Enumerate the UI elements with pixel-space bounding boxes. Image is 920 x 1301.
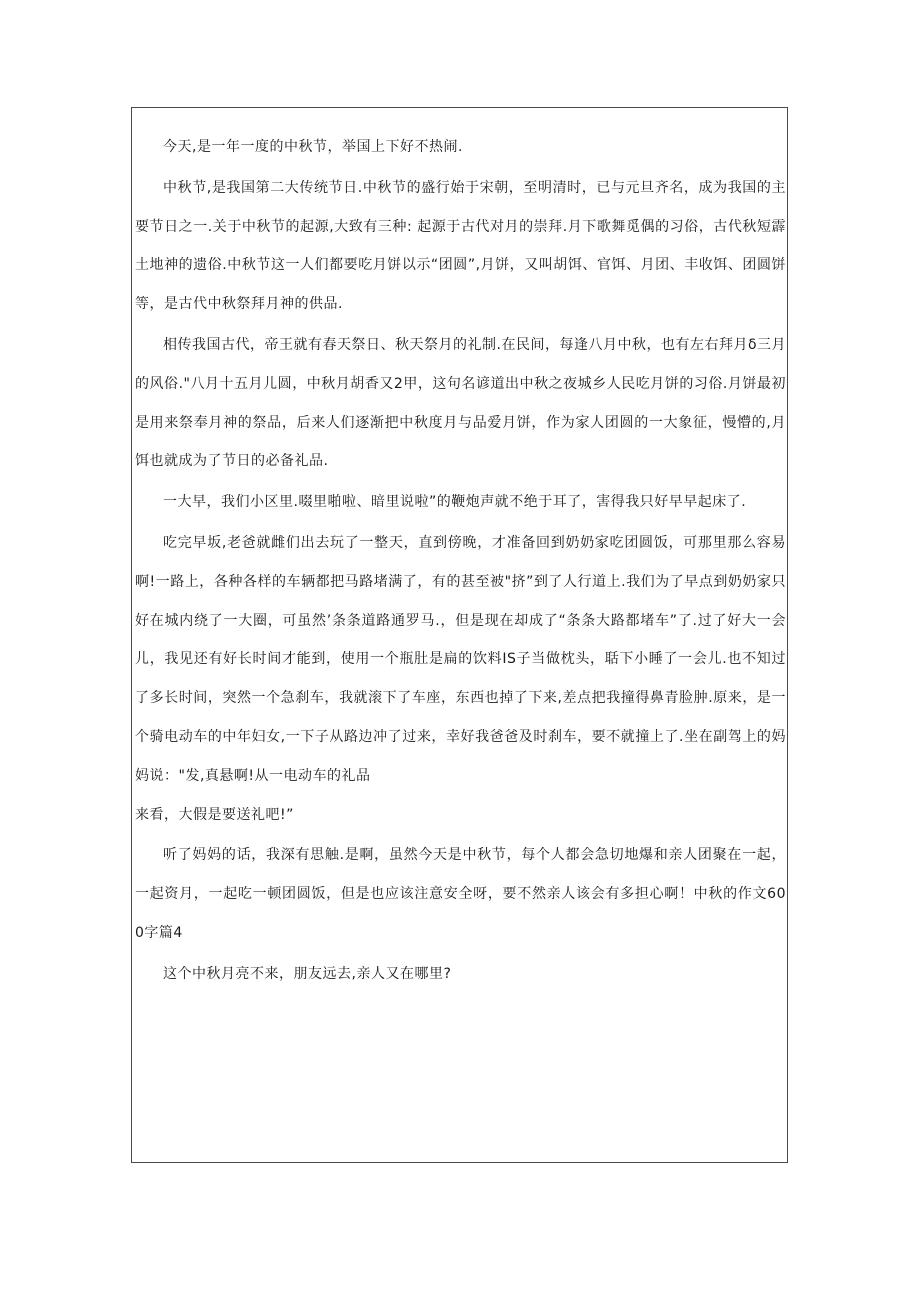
paragraph-2: 中秋节,是我国第二大传统节日.中秋节的盛行始于宋朝，至明清时，已与元旦齐名，成为我国的主要节日之一.关于中秋节的起源,大致有三种: 起源于古代对月的崇拜.月下歌舞觅偶的习俗，古代秋短霹土地神的遗俗.中秋节这一人们都要吃月饼以示“团圆”,月饼，又叫胡饵、官饵、月团、丰收饵、团圆饼等，是古代中秋祭拜月神的供品. bbox=[135, 179, 786, 313]
document-frame bbox=[131, 107, 788, 1163]
paragraph-4: 一大早，我们小区里.啜里啪啦、暗里说啦”的鞭炮声就不绝于耳了，害得我只好早早起床了. bbox=[163, 494, 747, 511]
paragraph-6: 来看，大假是要送礼吧!” bbox=[135, 806, 294, 823]
paragraph-1: 今天,是一年一度的中秋节，举国上下好不热闹. bbox=[163, 139, 463, 155]
paragraph-7: 听了妈妈的话，我深有思触.是啊，虽然今天是中秋节，每个人都会急切地爆和亲人团聚在一起，一起资月，一起吃一顿团圆饭，但是也应该注意安全呀，要不然亲人该会有多担心啊！中秋的作文600字篇4 bbox=[135, 847, 786, 941]
paragraph-3: 相传我国古代，帝王就有春天祭日、秋天祭月的礼制.在民间，每逢八月中秋，也有左右拜月δ三月的风俗."八月十五月儿圆，中秋月胡香又2甲，这句名谚道出中秋之夜城乡人民吃月饼的习俗.月饼最初是用来祭奉月神的祭品，后来人们逐渐把中秋度月与品爱月饼，作为家人团圆的一大象征，慢懵的,月饵也就成为了节日的必备礼品. bbox=[135, 336, 787, 470]
paragraph-8: 这个中秋月亮不来，朋友远去,亲人又在哪里? bbox=[163, 965, 452, 982]
paragraph-5: 吃完早坂,老爸就雌们出去玩了一整天，直到傍晚，才准备回到奶奶家吃团圆饭，可那里那么容易啊!一路上，各种各样的车辆都把马路堵满了，有的甚至被"挤”到了人行道上.我们为了早点到奶奶家只好在城内绕了一大圈，可虽然’条条道路通罗马.，但是现在却成了“条条大路都堵车”了.过了好大一会儿，我见还有好长时间才能到，使用一个瓶肚是扁的饮料IS子当做枕头，聒下小睡了一会儿.也不知过了多长时间，突然一个急刹车，我就滚下了车座，东西也掉了下来,差点把我撞得鼻青脸肿.原来，是一个骑电动车的中年妇女,一下子从路边冲了过来，幸好我爸爸及时刹车，要不就撞上了.坐在副驾上的妈妈说："发,真悬啊!从一电动车的礼品 bbox=[135, 534, 786, 784]
document-body bbox=[135, 128, 786, 994]
